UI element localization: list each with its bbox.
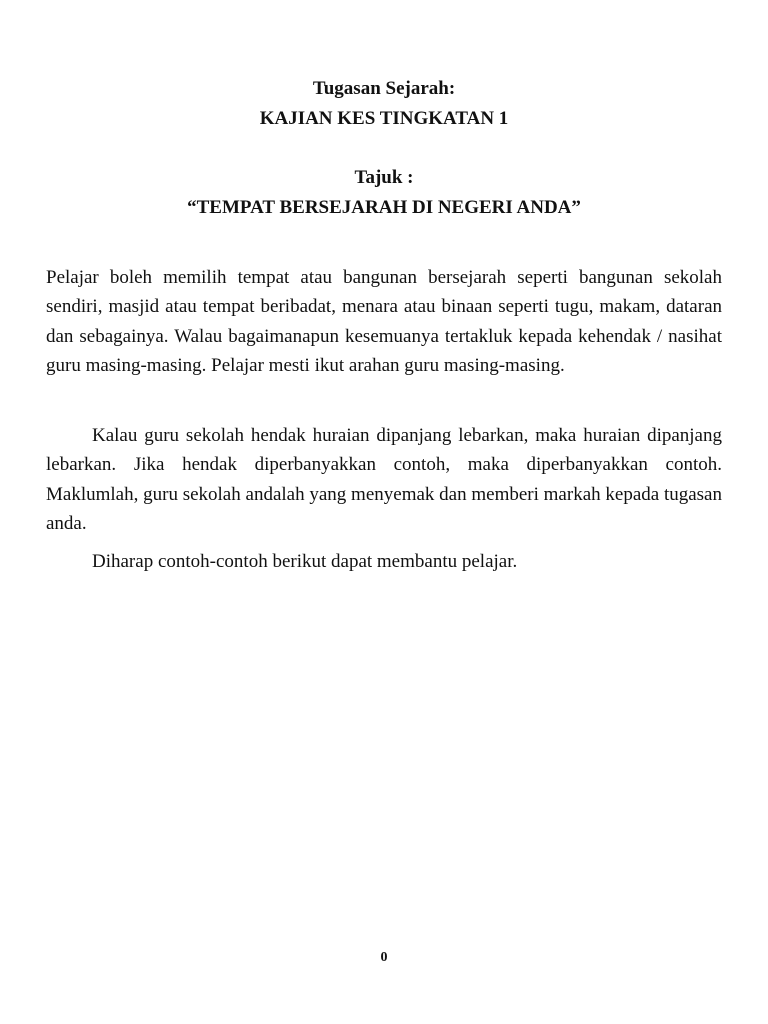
heading-line-2: KAJIAN KES TINGKATAN 1 (259, 108, 509, 129)
topic-heading (0, 163, 768, 223)
assignment-heading (0, 74, 768, 134)
page-number: 0 (380, 950, 388, 965)
heading-line-1: Tugasan Sejarah: (312, 78, 456, 99)
topic-label: Tajuk : (354, 167, 414, 188)
paragraph-2: Kalau guru sekolah hendak huraian dipanjang lebarkan, maka huraian dipanjang lebarkan. Jika hendak diperbanyakkan contoh, maka diperbanyakkan contoh. Maklumlah, guru sekolah andalah yang menyemak dan memberi markah kepada tugasan anda. (46, 425, 722, 534)
paragraph-3: Diharap contoh-contoh berikut dapat membantu pelajar. (92, 551, 518, 572)
topic-title: “TEMPAT BERSEJARAH DI NEGERI ANDA” (187, 197, 581, 218)
paragraph-1: Pelajar boleh memilih tempat atau bangunan bersejarah seperti bangunan sekolah sendiri, masjid atau tempat beribadat, menara atau binaan seperti tugu, makam, dataran dan sebagainya. Walau bagaimanapun kesemuanya tertakluk kepada kehendak / nasihat guru masing-masing. Pelajar mesti ikut arahan guru masing-masing. (46, 267, 722, 376)
